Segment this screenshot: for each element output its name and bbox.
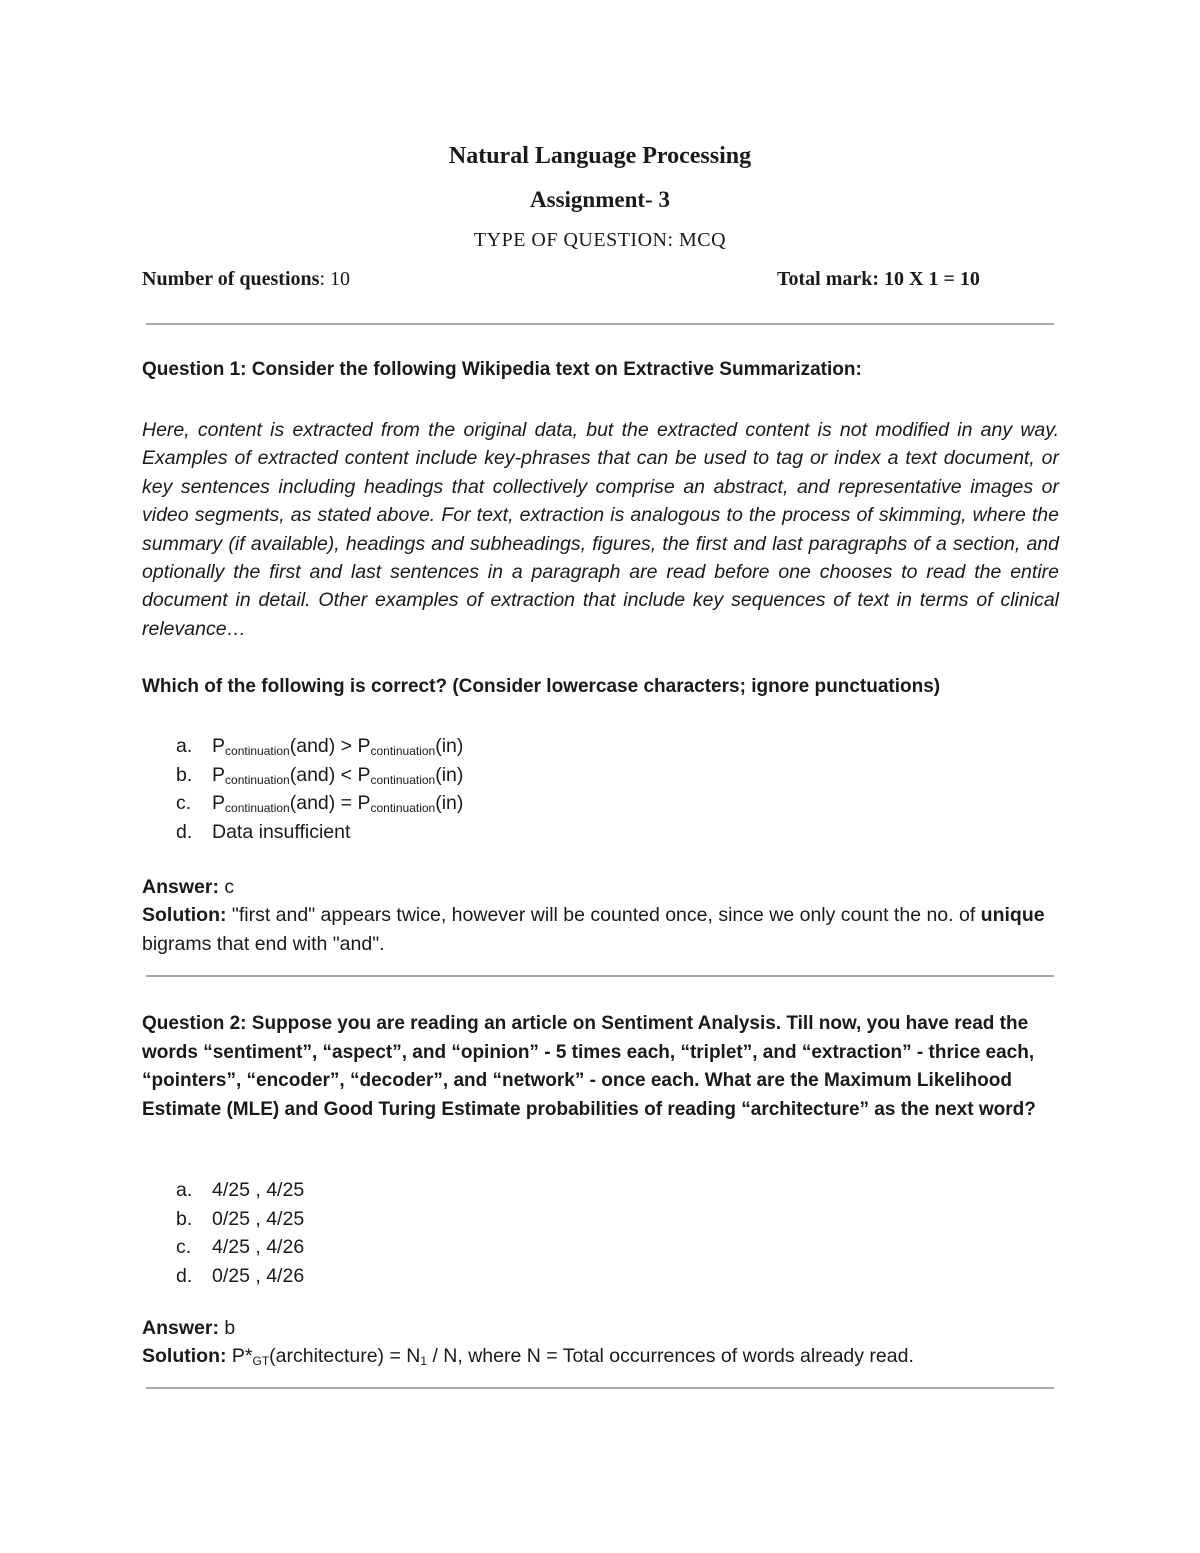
option-c: c. 4/25 , 4/26 [176,1236,305,1258]
question-type: TYPE OF QUESTION: MCQ [473,229,727,251]
document-title: Natural Language Processing [448,143,752,169]
question-1-prompt: Which of the following is correct? (Consider lowercase characters; ignore punctuations) [142,676,941,697]
option-b: b. $P_{continuation}(and) < P_{continuation}(in)$ [176,763,464,787]
question-1-options [176,732,463,846]
answer-label: Answer: [142,876,219,898]
divider [146,323,1054,325]
option-d: d. 0/25 , 4/26 [176,1264,305,1287]
solution-emphasis: unique [980,904,1045,926]
option-a: a. $P_{continuation}(and) > P_{continuation}(in)$ [176,735,464,758]
assignment-title: Assignment- 3 [530,187,670,212]
question-1-answer [142,873,1072,902]
number-of-questions-value: : 10 [319,268,350,290]
divider [146,975,1054,977]
answer-value: c [218,876,235,898]
question-2-answer [142,1314,1072,1343]
option-a: a. 4/25 , 4/25 [176,1179,305,1201]
question-2-heading: Question 2: Suppose you are reading an article on Sentiment Analysis. Till now, you have read the words “sentiment”, “aspect”, and “opinion” - 5 times each, “triplet”, and “extraction” - thrice each, “pointers”, “encoder”, “decoder”, and “network” - once each. What are the Maximum Likelihood Estimate (MLE) and Good Turing Estimate probabilities of reading “architecture” as the next word? [142,1013,1036,1120]
question-1-passage: Here, content is extracted from the original data, but the extracted content is not modified in any way. Examples of extracted content include key-phrases that can be used to tag or index a text document, or key sentences including headings that collectively comprise an abstract, and representative images or video segments, as stated above. For text, extraction is analogous to the process of skimming, where the summary (if available), headings and subheadings, figures, the first and last paragraphs of a section, and optionally the first and last sentences in a paragraph are read before one chooses to read the entire document in detail. Other examples of extraction that include key sequences of text in terms of clinical relevance… [142,419,1059,640]
solution-label: Solution: [142,1345,227,1367]
question-1-solution: Solution: "first and" appears twice, however will be counted once, since we only count the no. of unique bigrams that end with "and". [142,904,1045,955]
question-2-options [176,1176,304,1290]
answer-label: Answer: [142,1317,219,1339]
question-2-solution: Solution: $P*_{GT}(architecture) = N_1 / N$, where N = Total occurrences of words already read. [142,1345,914,1368]
divider [146,1387,1054,1389]
number-of-questions-label: Number of questions [142,268,320,290]
answer-value: b [218,1317,236,1339]
question-1-heading: Question 1: Consider the following Wikipedia text on Extractive Summarization: [142,359,862,380]
option-c: c. $P_{continuation}(and) = P_{continuation}(in)$ [176,792,464,815]
solution-label: Solution: [142,904,227,926]
option-d: d. Data insufficient [176,820,351,843]
option-b: b. 0/25 , 4/25 [176,1207,305,1230]
total-mark: Total mark: 10 X 1 = 10 [777,268,980,290]
number-of-questions [142,268,350,291]
